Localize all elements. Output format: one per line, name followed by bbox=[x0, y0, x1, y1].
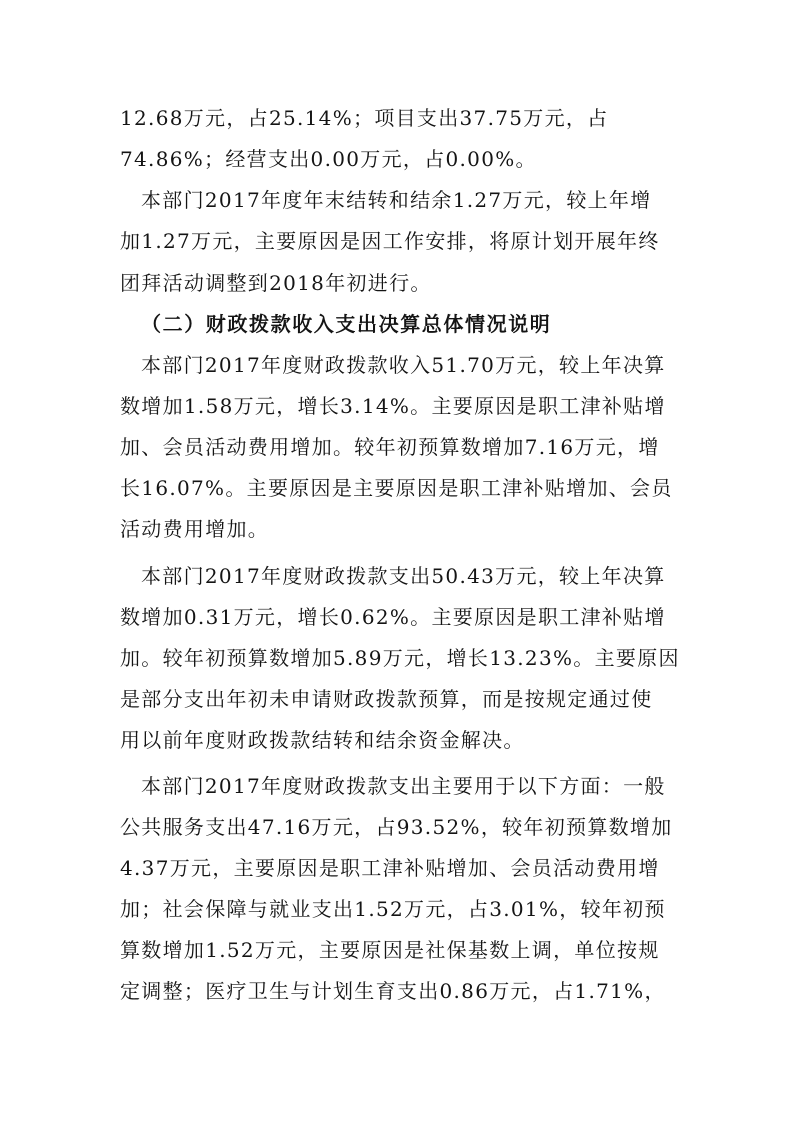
paragraph-first-line: 本部门2017年度财政拨款支出50.43万元，较上年决算 bbox=[141, 564, 666, 588]
text-line: 算数增加1.52万元，主要原因是社保基数上调，单位按规 bbox=[120, 938, 660, 962]
text-line: 用以前年度财政拨款结转和结余资金解决。 bbox=[120, 728, 525, 752]
text-line: 12.68万元，占25.14%；项目支出37.75万元，占 bbox=[120, 106, 609, 130]
text-line: 数增加0.31万元，增长0.62%。主要原因是职工津补贴增 bbox=[120, 605, 666, 629]
paragraph-first-line: 本部门2017年度财政拨款收入51.70万元，较上年决算 bbox=[141, 353, 666, 377]
text-line: 是部分支出年初未申请财政拨款预算，而是按规定通过使 bbox=[120, 687, 653, 711]
text-line: 公共服务支出47.16万元，占93.52%，较年初预算数增加 bbox=[120, 815, 673, 839]
text-line: 加、会员活动费用增加。较年初预算数增加7.16万元，增 bbox=[120, 435, 660, 459]
paragraph-first-line: 本部门2017年度财政拨款支出主要用于以下方面：一般 bbox=[141, 774, 666, 798]
text-line: 长16.07%。主要原因是主要原因是职工津补贴增加、会员 bbox=[120, 476, 673, 500]
text-line: 定调整；医疗卫生与计划生育支出0.86万元，占1.71%， bbox=[120, 979, 666, 1003]
text-line: 74.86%；经营支出0.00万元，占0.00%。 bbox=[120, 147, 537, 171]
text-line: 加1.27万元，主要原因是因工作安排，将原计划开展年终 bbox=[120, 229, 660, 253]
text-line: 加。较年初预算数增加5.89万元，增长13.23%。主要原因 bbox=[120, 646, 680, 670]
section-heading: （二）财政拨款收入支出决算总体情况说明 bbox=[141, 312, 552, 336]
text-line: 加；社会保障与就业支出1.52万元，占3.01%，较年初预 bbox=[120, 897, 666, 921]
text-line: 4.37万元，主要原因是职工津补贴增加、会员活动费用增 bbox=[120, 856, 660, 880]
text-line: 团拜活动调整到2018年初进行。 bbox=[120, 271, 432, 295]
paragraph-first-line: 本部门2017年度年末结转和结余1.27万元，较上年增 bbox=[141, 188, 652, 212]
text-line: 数增加1.58万元，增长3.14%。主要原因是职工津补贴增 bbox=[120, 394, 666, 418]
text-line: 活动费用增加。 bbox=[120, 517, 270, 541]
